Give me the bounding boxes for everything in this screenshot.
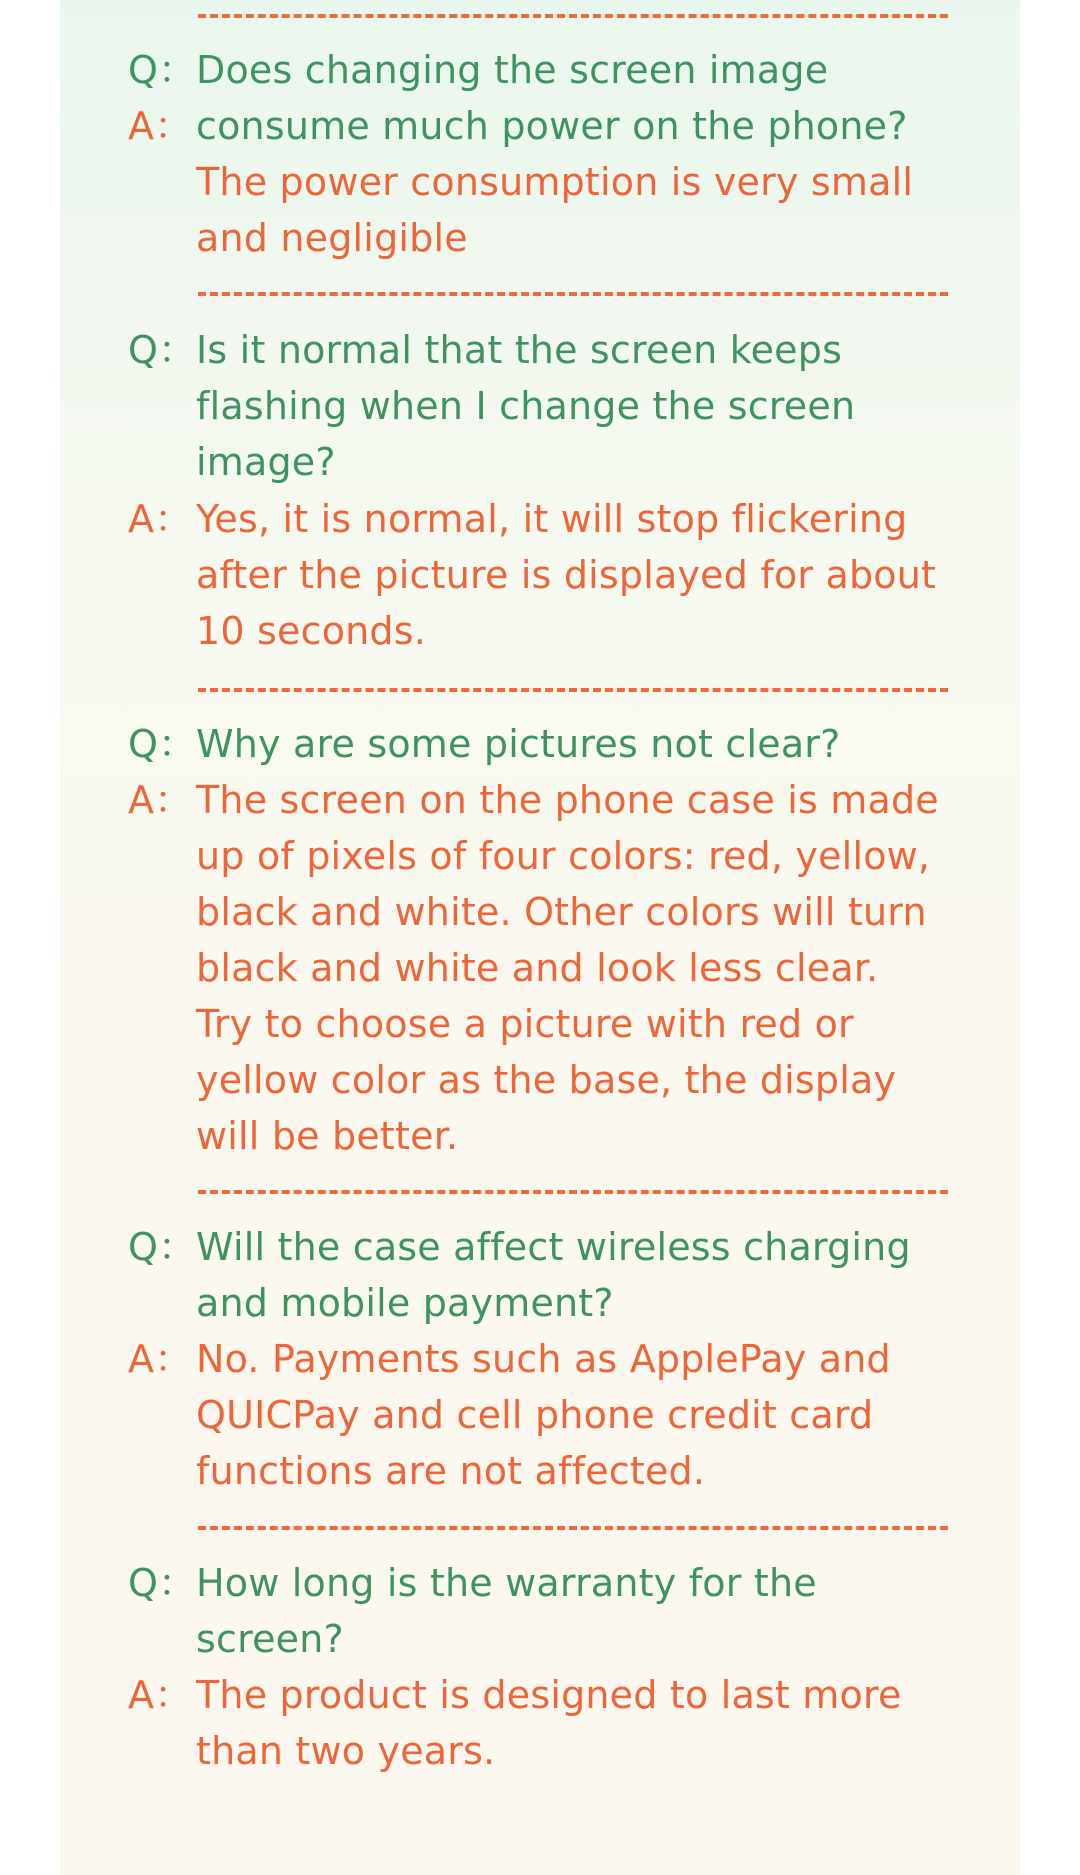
divider-top [198, 14, 948, 18]
question-prefix-4: Q： [128, 1225, 197, 1269]
question-prefix-1: Q： [128, 48, 197, 92]
question-prefix-2: Q： [128, 328, 197, 372]
divider-1 [198, 292, 948, 296]
divider-3 [198, 1190, 948, 1194]
faq-item-2-question-text: Is it normal that the screen keeps flashing when I change the screen image? [196, 328, 856, 484]
question-prefix-5: Q： [128, 1561, 197, 1605]
faq-item-1-answer-prefix-row [128, 98, 988, 154]
faq-item-3-question-text: Why are some pictures not clear? [196, 722, 841, 766]
divider-2 [198, 688, 948, 692]
faq-item-4-answer-text: No. Payments such as ApplePay and QUICPay and cell phone credit card functions are not affected. [196, 1337, 891, 1493]
faq-item-3-answer-text: The screen on the phone case is made up of pixels of four colors: red, yellow, black and white. Other colors will turn black and white and look less clear. Try to choose a picture with red or yellow color as the base, the display will be better. [196, 778, 939, 1158]
question-prefix-3: Q： [128, 722, 197, 766]
faq-panel [60, 0, 1020, 1875]
answer-prefix-3: A： [128, 778, 193, 822]
faq-item-1-question-text: Does changing the screen image consume much power on the phone? [196, 48, 908, 148]
faq-item-5-answer-text: The product is designed to last more than two years. [196, 1673, 902, 1773]
faq-item-2-answer-text: Yes, it is normal, it will stop flickering after the picture is displayed for about 10 seconds. [196, 497, 937, 653]
faq-item-4-question-text: Will the case affect wireless charging and mobile payment? [196, 1225, 911, 1325]
answer-prefix-4: A： [128, 1337, 193, 1381]
faq-item-1-answer-text: The power consumption is very small and negligible [196, 160, 914, 260]
divider-4 [198, 1526, 948, 1530]
answer-prefix-5: A： [128, 1673, 193, 1717]
answer-prefix-1: A： [128, 104, 193, 148]
faq-item-5-question-text: How long is the warranty for the screen? [196, 1561, 817, 1661]
answer-prefix-2: A： [128, 497, 193, 541]
